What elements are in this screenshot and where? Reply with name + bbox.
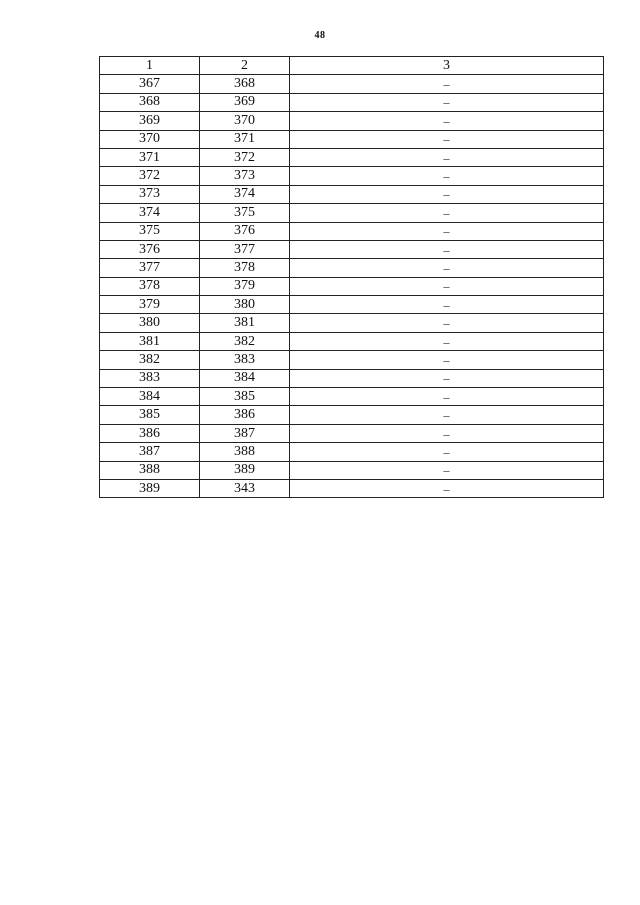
table-cell-col3: – [290, 112, 604, 130]
table-cell-col3: – [290, 443, 604, 461]
table-cell-col1: 384 [100, 388, 200, 406]
page-number: 48 [314, 30, 326, 41]
table-cell-col3: – [290, 130, 604, 148]
table-cell-col3: – [290, 222, 604, 240]
table-cell-col1: 388 [100, 461, 200, 479]
table-cell-col1: 387 [100, 443, 200, 461]
table-cell-col1: 374 [100, 204, 200, 222]
table-cell-col3: – [290, 479, 604, 497]
table-row [100, 369, 604, 387]
table-cell-col2: 380 [200, 296, 290, 314]
table-cell-col1: 379 [100, 296, 200, 314]
table-cell-col2: 374 [200, 185, 290, 203]
table-cell-col1: 386 [100, 424, 200, 442]
table-cell-col3: – [290, 424, 604, 442]
table-row [100, 148, 604, 166]
table-cell-col1: 389 [100, 479, 200, 497]
table-cell-col1: 367 [100, 75, 200, 93]
table-row [100, 461, 604, 479]
table-row [100, 479, 604, 497]
table-cell-col2: 368 [200, 75, 290, 93]
table-cell-col3: – [290, 75, 604, 93]
table-cell-col1: 378 [100, 277, 200, 295]
table-cell-col2: 378 [200, 259, 290, 277]
table-cell-col2: 387 [200, 424, 290, 442]
table-cell-col3: – [290, 185, 604, 203]
table-cell-col2: 383 [200, 351, 290, 369]
table-row [100, 443, 604, 461]
table-cell-col3: – [290, 277, 604, 295]
table-cell-col2: 379 [200, 277, 290, 295]
table-cell-col2: 389 [200, 461, 290, 479]
table-header-row [100, 57, 604, 75]
table-cell-col1: 385 [100, 406, 200, 424]
table-row [100, 351, 604, 369]
column-header-3: 3 [290, 57, 604, 75]
table-cell-col2: 386 [200, 406, 290, 424]
table-cell-col2: 343 [200, 479, 290, 497]
table-row [100, 332, 604, 350]
data-table [99, 56, 604, 498]
table-cell-col3: – [290, 259, 604, 277]
table-cell-col3: – [290, 204, 604, 222]
table-cell-col3: – [290, 314, 604, 332]
table-row [100, 222, 604, 240]
table-cell-col3: – [290, 93, 604, 111]
table-cell-col1: 377 [100, 259, 200, 277]
table-row [100, 277, 604, 295]
table-cell-col2: 373 [200, 167, 290, 185]
table-cell-col3: – [290, 332, 604, 350]
table-row [100, 296, 604, 314]
table-cell-col3: – [290, 388, 604, 406]
table-cell-col2: 385 [200, 388, 290, 406]
table-cell-col3: – [290, 351, 604, 369]
column-header-1: 1 [100, 57, 200, 75]
table-cell-col1: 372 [100, 167, 200, 185]
table-cell-col2: 372 [200, 148, 290, 166]
table-row [100, 406, 604, 424]
table-cell-col3: – [290, 148, 604, 166]
table-cell-col1: 368 [100, 93, 200, 111]
table-cell-col3: – [290, 240, 604, 258]
table-cell-col1: 383 [100, 369, 200, 387]
table-row [100, 167, 604, 185]
table-cell-col2: 371 [200, 130, 290, 148]
table-cell-col3: – [290, 167, 604, 185]
table-cell-col2: 376 [200, 222, 290, 240]
table-cell-col2: 384 [200, 369, 290, 387]
table-cell-col1: 370 [100, 130, 200, 148]
table-row [100, 112, 604, 130]
table-cell-col2: 370 [200, 112, 290, 130]
table-cell-col2: 377 [200, 240, 290, 258]
table-row [100, 259, 604, 277]
table-cell-col1: 371 [100, 148, 200, 166]
table-row [100, 424, 604, 442]
table-cell-col1: 376 [100, 240, 200, 258]
table-row [100, 388, 604, 406]
table-row [100, 314, 604, 332]
table-cell-col3: – [290, 461, 604, 479]
table-row [100, 185, 604, 203]
table-cell-col1: 380 [100, 314, 200, 332]
table-row [100, 130, 604, 148]
column-header-2: 2 [200, 57, 290, 75]
table-cell-col1: 369 [100, 112, 200, 130]
table-cell-col2: 381 [200, 314, 290, 332]
table-cell-col2: 388 [200, 443, 290, 461]
table-cell-col3: – [290, 369, 604, 387]
table-cell-col3: – [290, 296, 604, 314]
table-cell-col1: 373 [100, 185, 200, 203]
table-cell-col2: 375 [200, 204, 290, 222]
table-row [100, 240, 604, 258]
table-cell-col1: 382 [100, 351, 200, 369]
table-cell-col1: 375 [100, 222, 200, 240]
table-row [100, 93, 604, 111]
table-row [100, 75, 604, 93]
table-cell-col3: – [290, 406, 604, 424]
table-cell-col2: 382 [200, 332, 290, 350]
table-row [100, 204, 604, 222]
table-cell-col2: 369 [200, 93, 290, 111]
table-cell-col1: 381 [100, 332, 200, 350]
